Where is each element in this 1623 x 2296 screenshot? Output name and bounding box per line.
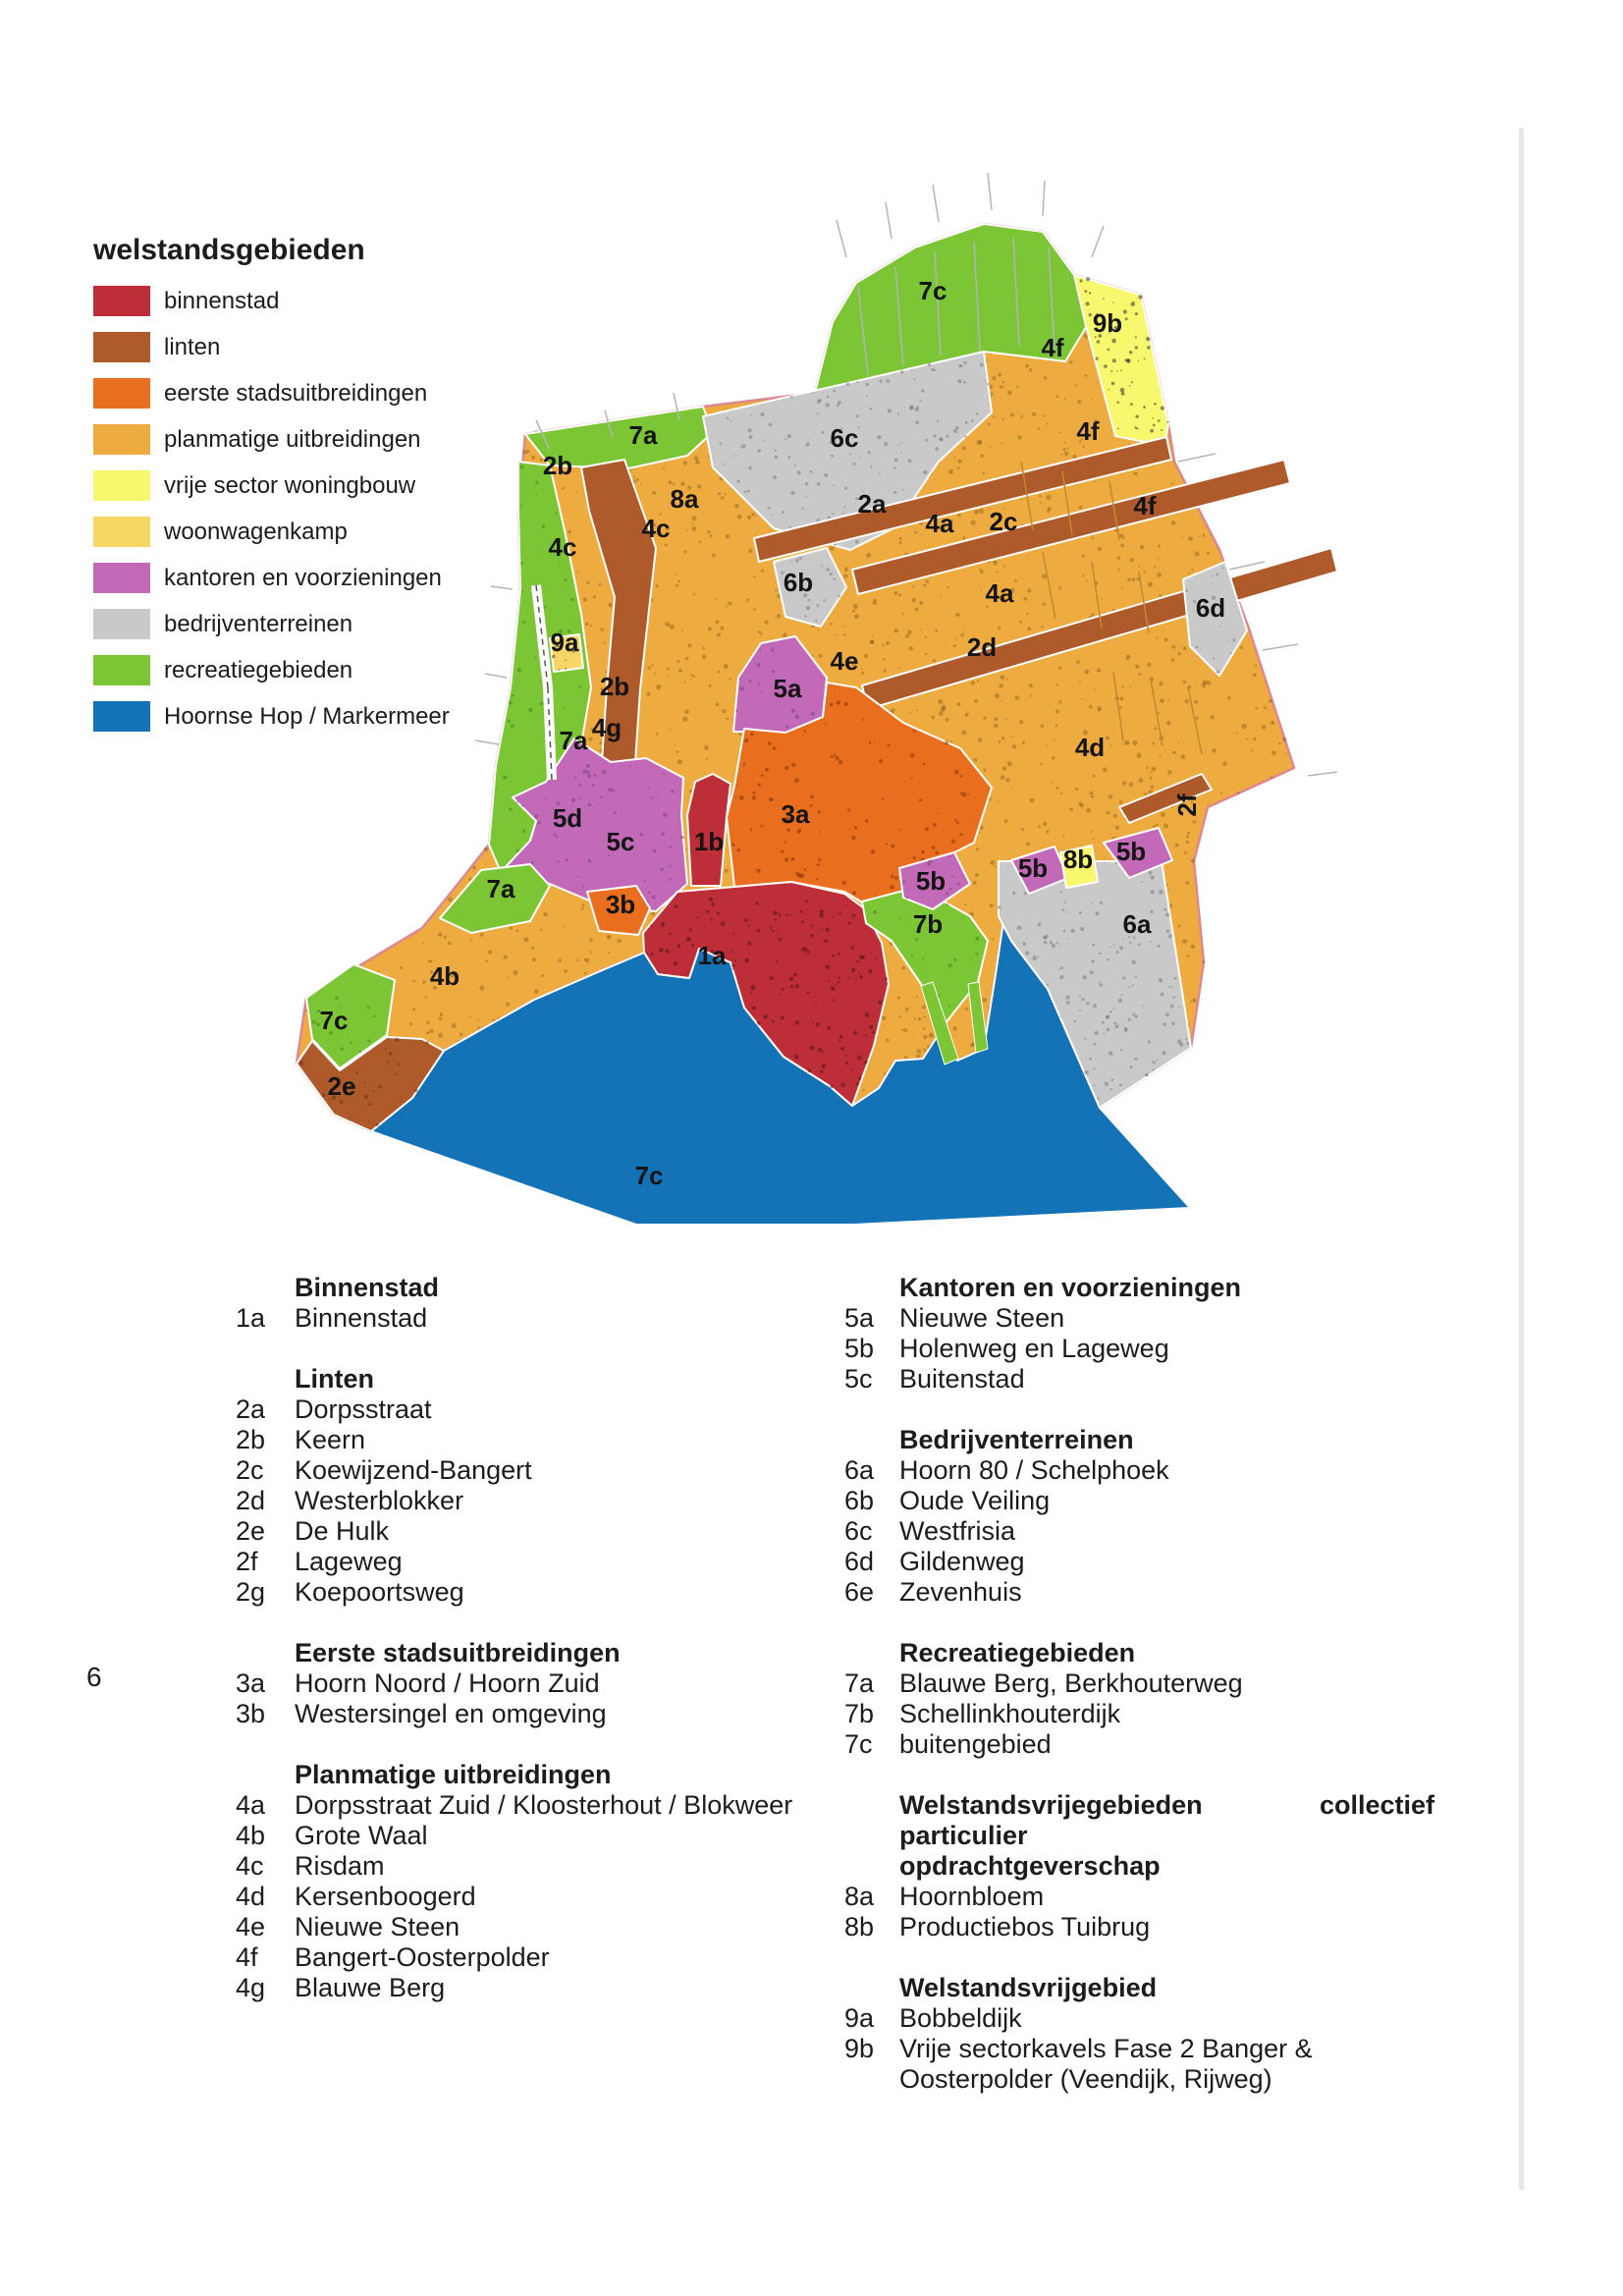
list-item-code: 6d bbox=[844, 1547, 875, 1576]
list-item-code: 4d bbox=[236, 1882, 266, 1911]
list-item bbox=[236, 1668, 805, 1699]
map-area-label-5d: 5d bbox=[552, 803, 583, 833]
map-area-label-2f: 2f bbox=[1172, 793, 1202, 817]
list-item bbox=[236, 1516, 805, 1547]
list-item-name: Nieuwe Steen bbox=[295, 1912, 460, 1941]
list-section bbox=[844, 1973, 1453, 2095]
page-number: 6 bbox=[86, 1662, 102, 1692]
list-section bbox=[236, 1760, 805, 2003]
section-heading: Eerste stadsuitbreidingen bbox=[295, 1638, 621, 1667]
map-area-label-7a: 7a bbox=[559, 726, 588, 755]
map-area-label-4c: 4c bbox=[548, 532, 577, 562]
list-item-code: 4a bbox=[236, 1790, 266, 1820]
list-item bbox=[844, 1699, 1453, 1729]
section-heading: Welstandsvrijgebied bbox=[899, 1973, 1158, 2002]
list-item-code: 2c bbox=[236, 1455, 264, 1485]
list-item-code: 7b bbox=[844, 1699, 875, 1728]
map-area-label-4c: 4c bbox=[641, 514, 671, 543]
map-linework bbox=[988, 173, 992, 210]
map-area-label-4f: 4f bbox=[1041, 333, 1064, 362]
map-area-label-2d: 2d bbox=[966, 632, 998, 662]
list-item-name: Binnenstad bbox=[295, 1303, 428, 1333]
list-item-code: 7a bbox=[844, 1668, 875, 1698]
list-item bbox=[844, 1882, 1453, 1912]
map-linework bbox=[1043, 181, 1045, 216]
index-column-left bbox=[236, 1273, 805, 2034]
map-linework bbox=[933, 185, 939, 222]
legend-label: bedrijventerreinen bbox=[164, 610, 353, 637]
section-heading: Binnenstad bbox=[295, 1273, 440, 1302]
list-section bbox=[844, 1425, 1453, 1608]
section-heading: opdrachtgeverschap bbox=[899, 1851, 1161, 1881]
map-linework bbox=[485, 674, 507, 678]
map-area-label-4a: 4a bbox=[925, 509, 954, 538]
map-area-label-7b: 7b bbox=[912, 909, 944, 939]
list-item-name: Holenweg en Lageweg bbox=[899, 1334, 1169, 1363]
map-linework bbox=[886, 202, 892, 239]
legend-label: binnenstad bbox=[164, 287, 280, 314]
list-item-name: Westfrisia bbox=[899, 1516, 1016, 1546]
list-section bbox=[236, 1638, 805, 1729]
section-heading: Recreatiegebieden bbox=[899, 1638, 1136, 1667]
list-item-name: buitengebied bbox=[899, 1729, 1052, 1759]
list-item-name: Koepoortsweg bbox=[295, 1577, 464, 1607]
list-item bbox=[236, 1851, 805, 1882]
list-item-code: 4e bbox=[236, 1912, 266, 1941]
list-item-code: 7c bbox=[844, 1729, 873, 1759]
list-item-name: Nieuwe Steen bbox=[899, 1303, 1065, 1333]
list-item-name: Lageweg bbox=[295, 1547, 403, 1576]
list-item-code: 4g bbox=[236, 1973, 266, 2002]
list-item-name: Hoorn Noord / Hoorn Zuid bbox=[295, 1668, 600, 1698]
index-column-right bbox=[844, 1273, 1453, 2125]
list-item bbox=[844, 1577, 1453, 1608]
map-area-label-4a: 4a bbox=[985, 578, 1014, 608]
list-item bbox=[844, 1455, 1453, 1486]
list-item-code: 5a bbox=[844, 1303, 875, 1333]
list-item-name: Vrije sectorkavels Fase 2 Banger & Oosterpolder (Veendijk, Rijweg) bbox=[899, 2034, 1313, 2094]
legend-label: recreatiegebieden bbox=[164, 656, 353, 683]
list-item-name: Westerblokker bbox=[295, 1486, 464, 1515]
map-area-label-3b: 3b bbox=[605, 890, 636, 919]
section-heading: Bedrijventerreinen bbox=[899, 1425, 1134, 1454]
legend-label: Hoornse Hop / Markermeer bbox=[164, 702, 450, 730]
list-item bbox=[844, 2034, 1453, 2095]
map-area-label-6a: 6a bbox=[1122, 909, 1152, 939]
map-area-label-6c: 6c bbox=[830, 423, 859, 453]
map-linework bbox=[1178, 454, 1216, 462]
map-area-label-5b: 5b bbox=[1017, 853, 1049, 883]
list-item-name: Risdam bbox=[295, 1851, 385, 1881]
list-item-name: Blauwe Berg, Berkhouterweg bbox=[899, 1668, 1243, 1698]
map-area-label-3a: 3a bbox=[781, 799, 810, 829]
list-item-code: 9b bbox=[844, 2034, 875, 2063]
map-area-label-5c: 5c bbox=[606, 827, 635, 856]
list-item-name: Keern bbox=[295, 1425, 366, 1454]
section-heading: Kantoren en voorzieningen bbox=[899, 1273, 1242, 1302]
list-item-code: 2g bbox=[236, 1577, 266, 1607]
list-item bbox=[844, 1334, 1453, 1364]
list-item bbox=[236, 1486, 805, 1516]
list-item-code: 8a bbox=[844, 1882, 875, 1911]
legend-title: welstandsgebieden bbox=[93, 234, 365, 266]
list-item-code: 3b bbox=[236, 1699, 266, 1728]
map-area-label-7c: 7c bbox=[634, 1161, 664, 1190]
list-item-code: 6b bbox=[844, 1486, 875, 1515]
list-item-code: 8b bbox=[844, 1912, 875, 1941]
list-item-name: Bangert-Oosterpolder bbox=[295, 1942, 550, 1972]
map-area-label-8a: 8a bbox=[670, 484, 699, 514]
legend-label: woonwagenkamp bbox=[164, 518, 348, 545]
map-linework bbox=[475, 740, 499, 744]
list-item bbox=[844, 1516, 1453, 1547]
map-area-label-1a: 1a bbox=[697, 941, 727, 970]
list-item bbox=[236, 1790, 805, 1821]
map-area-label-2a: 2a bbox=[857, 489, 887, 519]
list-item bbox=[236, 1973, 805, 2003]
list-item-name: Oude Veiling bbox=[899, 1486, 1051, 1515]
list-item bbox=[844, 1364, 1453, 1394]
legend-label: linten bbox=[164, 333, 221, 360]
list-item-code: 2d bbox=[236, 1486, 266, 1515]
map-area-label-5b: 5b bbox=[915, 866, 947, 896]
map-area-label-7a: 7a bbox=[628, 420, 658, 450]
list-item-name: Koewijzend-Bangert bbox=[295, 1455, 532, 1485]
map-area-label-4g: 4g bbox=[591, 713, 622, 742]
list-item bbox=[844, 2003, 1453, 2034]
list-item-name: Zevenhuis bbox=[899, 1577, 1022, 1607]
list-item-name: Kersenboogerd bbox=[295, 1882, 476, 1911]
legend-label: eerste stadsuitbreidingen bbox=[164, 379, 428, 407]
list-item-name: De Hulk bbox=[295, 1516, 390, 1546]
map-area-label-9b: 9b bbox=[1092, 308, 1123, 338]
list-item-code: 6e bbox=[844, 1577, 875, 1607]
list-item-code: 2a bbox=[236, 1394, 266, 1424]
list-item-code: 2b bbox=[236, 1425, 266, 1454]
map-area-label-6d: 6d bbox=[1195, 593, 1226, 623]
map-area-label-1b: 1b bbox=[693, 827, 725, 856]
map-area-label-4f: 4f bbox=[1076, 416, 1100, 446]
map-area-label-7a: 7a bbox=[486, 874, 515, 903]
list-item bbox=[844, 1547, 1453, 1577]
map-linework bbox=[1092, 226, 1104, 257]
list-section bbox=[236, 1273, 805, 1334]
map-area-label-2b: 2b bbox=[599, 672, 630, 701]
list-section bbox=[844, 1273, 1453, 1394]
list-item-name: Bobbeldijk bbox=[899, 2003, 1022, 2033]
legend-label: vrije sector woningbouw bbox=[164, 471, 416, 499]
list-item-name: Blauwe Berg bbox=[295, 1973, 446, 2002]
map-area-label-4b: 4b bbox=[429, 961, 460, 991]
list-item-name: Dorpsstraat bbox=[295, 1394, 432, 1424]
map-area-label-9a: 9a bbox=[550, 628, 579, 657]
map-linework bbox=[1308, 772, 1337, 776]
map-area-label-8b: 8b bbox=[1062, 845, 1094, 874]
list-item bbox=[236, 1394, 805, 1425]
list-section bbox=[844, 1790, 1453, 1942]
list-item-name: Hoornbloem bbox=[899, 1882, 1045, 1911]
list-item-code: 5b bbox=[844, 1334, 875, 1363]
map-linework bbox=[491, 586, 513, 589]
list-item-name: Grote Waal bbox=[295, 1821, 428, 1850]
map-area-label-2b: 2b bbox=[542, 451, 573, 480]
list-item bbox=[844, 1303, 1453, 1334]
list-item bbox=[236, 1699, 805, 1729]
list-item bbox=[236, 1882, 805, 1912]
list-item bbox=[844, 1912, 1453, 1942]
map-linework bbox=[837, 220, 846, 257]
list-item-code: 2f bbox=[236, 1547, 258, 1576]
list-item-code: 2e bbox=[236, 1516, 266, 1546]
list-item bbox=[844, 1729, 1453, 1760]
list-item bbox=[236, 1942, 805, 1973]
list-item-code: 4f bbox=[236, 1942, 258, 1972]
list-item bbox=[236, 1547, 805, 1577]
list-item bbox=[236, 1821, 805, 1851]
list-item-name: Hoorn 80 / Schelphoek bbox=[899, 1455, 1169, 1485]
list-item-name: Productiebos Tuibrug bbox=[899, 1912, 1151, 1941]
map-area-label-4f: 4f bbox=[1133, 491, 1157, 520]
map-area-label-4e: 4e bbox=[830, 646, 859, 676]
section-heading: Welstandsvrijegebieden collectief particulier bbox=[899, 1790, 1434, 1850]
map-area-label-5b: 5b bbox=[1115, 837, 1147, 866]
list-item bbox=[236, 1455, 805, 1486]
list-item-code: 5c bbox=[844, 1364, 873, 1394]
list-item bbox=[236, 1425, 805, 1455]
list-item bbox=[844, 1668, 1453, 1699]
list-item-name: Buitenstad bbox=[899, 1364, 1025, 1394]
list-item-name: Schellinkhouterdijk bbox=[899, 1699, 1121, 1728]
map-area-label-2e: 2e bbox=[327, 1071, 356, 1101]
section-heading: Linten bbox=[295, 1364, 374, 1394]
list-item-code: 6c bbox=[844, 1516, 873, 1546]
list-item bbox=[844, 1486, 1453, 1516]
scan-fold-shadow bbox=[1519, 128, 1524, 2190]
list-section bbox=[236, 1364, 805, 1608]
map-area-label-7c: 7c bbox=[918, 276, 947, 305]
list-item-name: Dorpsstraat Zuid / Kloosterhout / Blokweer bbox=[295, 1790, 793, 1820]
list-item bbox=[236, 1912, 805, 1942]
map-area-label-2c: 2c bbox=[989, 507, 1018, 536]
list-item-name: Gildenweg bbox=[899, 1547, 1025, 1576]
legend-label: planmatige uitbreidingen bbox=[164, 425, 421, 453]
map-linework bbox=[1263, 644, 1298, 650]
list-item-code: 4c bbox=[236, 1851, 264, 1881]
list-item-code: 6a bbox=[844, 1455, 875, 1485]
map-area-label-6b: 6b bbox=[783, 568, 814, 597]
list-item-name: Westersingel en omgeving bbox=[295, 1699, 607, 1728]
list-item-code: 4b bbox=[236, 1821, 266, 1850]
list-item-code: 3a bbox=[236, 1668, 266, 1698]
list-item bbox=[236, 1577, 805, 1608]
map-area-label-4d: 4d bbox=[1074, 733, 1106, 762]
section-heading: Planmatige uitbreidingen bbox=[295, 1760, 612, 1789]
list-item-code: 9a bbox=[844, 2003, 875, 2033]
legend-label: kantoren en voorzieningen bbox=[164, 564, 442, 591]
list-item-code: 1a bbox=[236, 1303, 266, 1333]
map-area-label-5a: 5a bbox=[773, 674, 802, 703]
list-section bbox=[844, 1638, 1453, 1760]
list-item bbox=[236, 1303, 805, 1334]
map-area-label-7c: 7c bbox=[319, 1006, 349, 1035]
